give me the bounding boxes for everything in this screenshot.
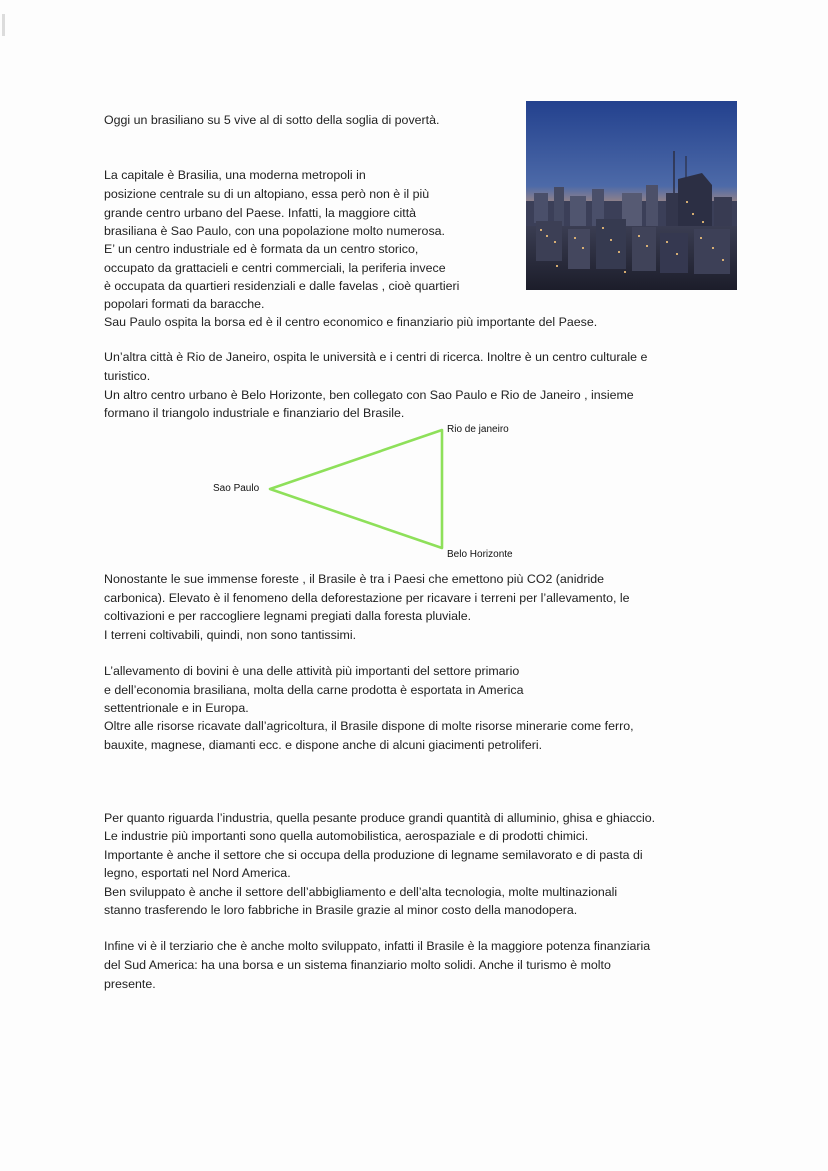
text-line: Oggi un brasiliano su 5 vive al di sotto della soglia di povertà. [104,113,440,127]
text-line: occupato da grattacieli e centri commerciali, la periferia invece [104,261,446,275]
text-line: Un altro centro urbano è Belo Horizonte, ben collegato con Sao Paulo e Rio de Janeiro , insieme [104,388,634,402]
text-line: Le industrie più importanti sono quella automobilistica, aerospaziale e di prodotti chimici. [104,829,589,843]
text-line: La capitale è Brasilia, una moderna metropoli in [104,168,366,182]
text-line: E’ un centro industriale ed è formata da un centro storico, [104,242,419,256]
city-skyline-photo [526,101,737,290]
text-line: legno, esportati nel Nord America. [104,866,291,880]
text-line: Per quanto riguarda l’industria, quella pesante produce grandi quantità di alluminio, ghisa e ghiaccio. [104,811,656,825]
text-line: Importante è anche il settore che si occupa della produzione di legname semilavorato e di pasta di [104,848,643,862]
text-line: stanno trasferendo le loro fabbriche in Brasile grazie al minor costo della manodopera. [104,903,578,917]
text-line: posizione centrale su di un altopiano, essa però non è il più [104,187,430,201]
text-line: Sau Paulo ospita la borsa ed è il centro economico e finanziario più importante del Paese. [104,315,598,329]
text-line: Un’altra città è Rio de Janeiro, ospita le università e i centri di ricerca. Inoltre è un centro culturale e [104,350,648,364]
skyline-image [526,101,737,290]
text-line: settentrionale e in Europa. [104,701,249,715]
text-line: popolari formati da baracche. [104,297,265,311]
text-line: coltivazioni e per raccogliere legnami pregiati dalla foresta pluviale. [104,609,472,623]
text-line: brasiliana è Sao Paulo, con una popolazione molto numerosa. [104,224,445,238]
text-line: Oltre alle risorse ricavate dall’agricoltura, il Brasile dispone di molte risorse minerarie come ferro, [104,719,634,733]
text-line: I terreni coltivabili, quindi, non sono tantissimi. [104,628,357,642]
text-line: Ben sviluppato è anche il settore dell’abbigliamento e dell’alta tecnologia, molte multinazionali [104,885,618,899]
text-line: formano il triangolo industriale e finanziario del Brasile. [104,406,405,420]
text-line: Nonostante le sue immense foreste , il Brasile è tra i Paesi che emettono più CO2 (anidride [104,572,605,586]
label-belo-horizonte: Belo Horizonte [447,549,513,560]
text-line: Infine vi è il terziario che è anche molto sviluppato, infatti il Brasile è la maggiore potenza finanziaria [104,939,651,953]
industrial-triangle-diagram [200,418,540,566]
text-line: presente. [104,977,156,991]
text-line: grande centro urbano del Paese. Infatti, la maggiore città [104,206,417,220]
label-rio-de-janeiro: Rio de janeiro [447,424,509,435]
label-sao-paulo: Sao Paulo [213,483,260,494]
text-line: è occupata da quartieri residenziali e dalle favelas , cioè quartieri [104,279,460,293]
text-line: bauxite, magnese, diamanti ecc. e dispone anche di alcuni giacimenti petroliferi. [104,738,543,752]
text-line: turistico. [104,369,151,383]
scan-edge-mark [2,14,5,36]
text-line: del Sud America: ha una borsa e un sistema finanziario molto solidi. Anche il turismo è molto [104,958,611,972]
text-line: carbonica). Elevato è il fenomeno della deforestazione per ricavare i terreni per l’allevamento, le [104,591,630,605]
text-line: L’allevamento di bovini è una delle attività più importanti del settore primario [104,664,520,678]
text-line: e dell’economia brasiliana, molta della carne prodotta è esportata in America [104,683,524,697]
triangle-shape [270,430,442,548]
